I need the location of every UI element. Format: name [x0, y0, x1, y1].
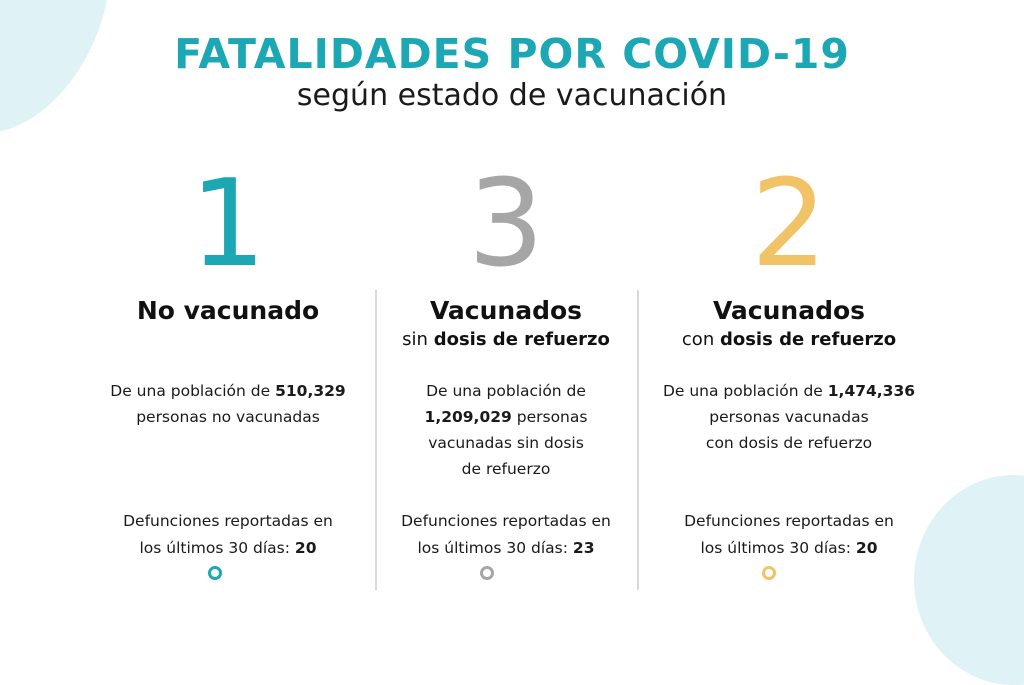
- column-heading: Vacunados: [712, 296, 866, 325]
- column-subheading: sin dosis de refuerzo: [402, 329, 610, 350]
- deaths-value: 20: [294, 539, 317, 557]
- deaths-value: 20: [855, 539, 878, 557]
- population-text: De una población de 510,329 personas no vacunadas: [110, 382, 346, 426]
- cut-off-icon: [480, 566, 494, 580]
- death-count-number: 2: [750, 155, 828, 294]
- column-heading: No vacunado: [136, 296, 320, 325]
- column-no-vacunado: [78, 155, 378, 557]
- column-subheading: con dosis de refuerzo: [681, 329, 897, 350]
- population-text: De una población de 1,209,029 personas vacunadas sin dosis de refuerzo: [424, 382, 588, 478]
- population-text: De una población de 1,474,336 personas vacunadas con dosis de refuerzo: [662, 382, 916, 452]
- population-value: 510,329: [275, 382, 346, 400]
- deaths-text: Defunciones reportadas en los últimos 30 días: 20: [123, 512, 333, 557]
- cut-off-icon: [762, 566, 776, 580]
- deaths-text: Defunciones reportadas en los últimos 30 días: 23: [401, 512, 611, 557]
- deaths-text: Defunciones reportadas en los últimos 30 días: 20: [684, 512, 894, 557]
- deaths-value: 23: [572, 539, 595, 557]
- cut-off-icon: [208, 566, 222, 580]
- column-vacunados-con-refuerzo: [639, 155, 939, 557]
- population-value: 1,474,336: [827, 382, 916, 400]
- death-count-number: 1: [189, 155, 267, 294]
- population-value: 1,209,029: [424, 408, 512, 426]
- page-title: FATALIDADES POR COVID-19: [174, 30, 850, 78]
- column-vacunados-sin-refuerzo: [356, 155, 656, 557]
- decorative-blob-bottom-right: [914, 475, 1024, 685]
- column-heading: Vacunados: [429, 296, 583, 325]
- page-subtitle: según estado de vacunación: [296, 78, 728, 113]
- death-count-number: 3: [467, 155, 545, 294]
